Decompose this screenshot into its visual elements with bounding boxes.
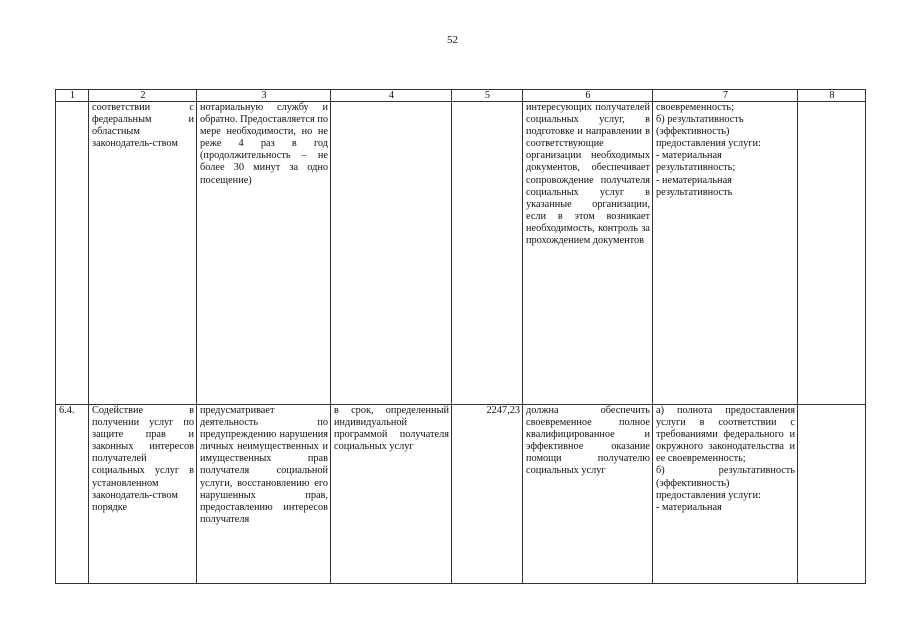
service-description-cell: нотариальную службу и обратно. Предоставляется по мере необходимости, но не реже 4 раз в год (продолжительность – не более 30 минут за одно посещение) [197, 102, 331, 405]
service-evaluation-cell: своевременность; б) результативность (эффективность) предоставления услуги: - материальная результативность; - нематериальная результативность [653, 102, 798, 405]
row-number-cell: 6.4. [56, 405, 89, 584]
service-tariff-cell: 2247,23 [452, 405, 523, 584]
header-cell-7: 7 [653, 90, 798, 102]
service-description-cell: предусматривает деятельность по предупреждению нарушения личных неимущественных и имущественных прав получателя социальной услуги, восстановлению его нарушенных прав, предоставлению интересов получателя [197, 405, 331, 584]
header-cell-6: 6 [523, 90, 653, 102]
header-cell-1: 1 [56, 90, 89, 102]
services-table [55, 89, 866, 584]
header-cell-5: 5 [452, 90, 523, 102]
notes-cell [798, 102, 866, 405]
service-name-cell: соответствии с федеральным и областным законодатель-ством [89, 102, 197, 405]
service-evaluation-cell: а) полнота предоставления услуги в соответствии с требованиями федерального и окружного законодательства и ее своевременность; б) результативность (эффективность) предоставления услуги: - материальная [653, 405, 798, 584]
header-cell-4: 4 [331, 90, 452, 102]
service-term-cell: в срок, определенный индивидуальной программой получателя социальных услуг [331, 405, 452, 584]
header-cell-2: 2 [89, 90, 197, 102]
header-row [56, 90, 866, 102]
table-row [56, 405, 866, 584]
service-name-cell: Содействие в получении услуг по защите прав и законных интересов получателей социальных услуг в установленном законодатель-ством порядке [89, 405, 197, 584]
header-cell-3: 3 [197, 90, 331, 102]
service-term-cell [331, 102, 452, 405]
header-cell-8: 8 [798, 90, 866, 102]
row-number-cell [56, 102, 89, 405]
page-number: 52 [447, 34, 458, 46]
notes-cell [798, 405, 866, 584]
service-tariff-cell [452, 102, 523, 405]
service-conditions-cell: должна обеспечить своевременное полное квалифицированное и эффективное оказание помощи получателю социальных услуг [523, 405, 653, 584]
table-row [56, 102, 866, 405]
service-conditions-cell: интересующих получателей социальных услуг, в подготовке и направлении в соответствующие организации необходимых документов, обеспечивает сопровождение получателя социальных услуг в указанные организации, если в этом возникает необходимость, контроль за прохождением документов [523, 102, 653, 405]
